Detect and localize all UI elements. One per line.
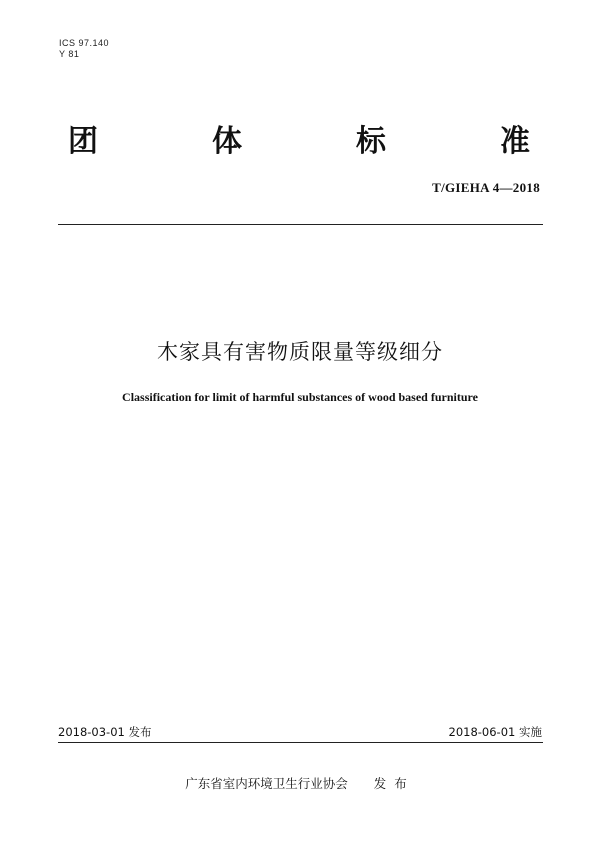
implementation-date: 2018-06-01 实施 bbox=[448, 725, 542, 739]
standard-type-char: 标 bbox=[356, 124, 386, 159]
ccs-code: Y 81 bbox=[59, 49, 80, 59]
standard-type-char: 体 bbox=[212, 124, 242, 159]
ics-code: ICS 97.140 bbox=[59, 38, 110, 48]
header-divider bbox=[58, 224, 543, 225]
classification-codes bbox=[59, 38, 109, 60]
standard-type-heading bbox=[68, 124, 536, 164]
publisher-organization: 广东省室内环境卫生行业协会 bbox=[185, 776, 348, 791]
standard-type-char: 团 bbox=[68, 124, 98, 159]
footer-divider bbox=[58, 742, 543, 743]
publish-label: 发布 bbox=[373, 776, 415, 791]
chinese-title: 木家具有害物质限量等级细分 bbox=[157, 340, 443, 364]
publisher-line bbox=[0, 774, 600, 792]
standard-number: T/GIEHA 4—2018 bbox=[432, 180, 540, 195]
issue-date: 2018-03-01 发布 bbox=[58, 725, 152, 739]
english-title: Classification for limit of harmful substances of wood based furniture bbox=[122, 390, 478, 404]
standard-type-char: 准 bbox=[500, 124, 530, 159]
